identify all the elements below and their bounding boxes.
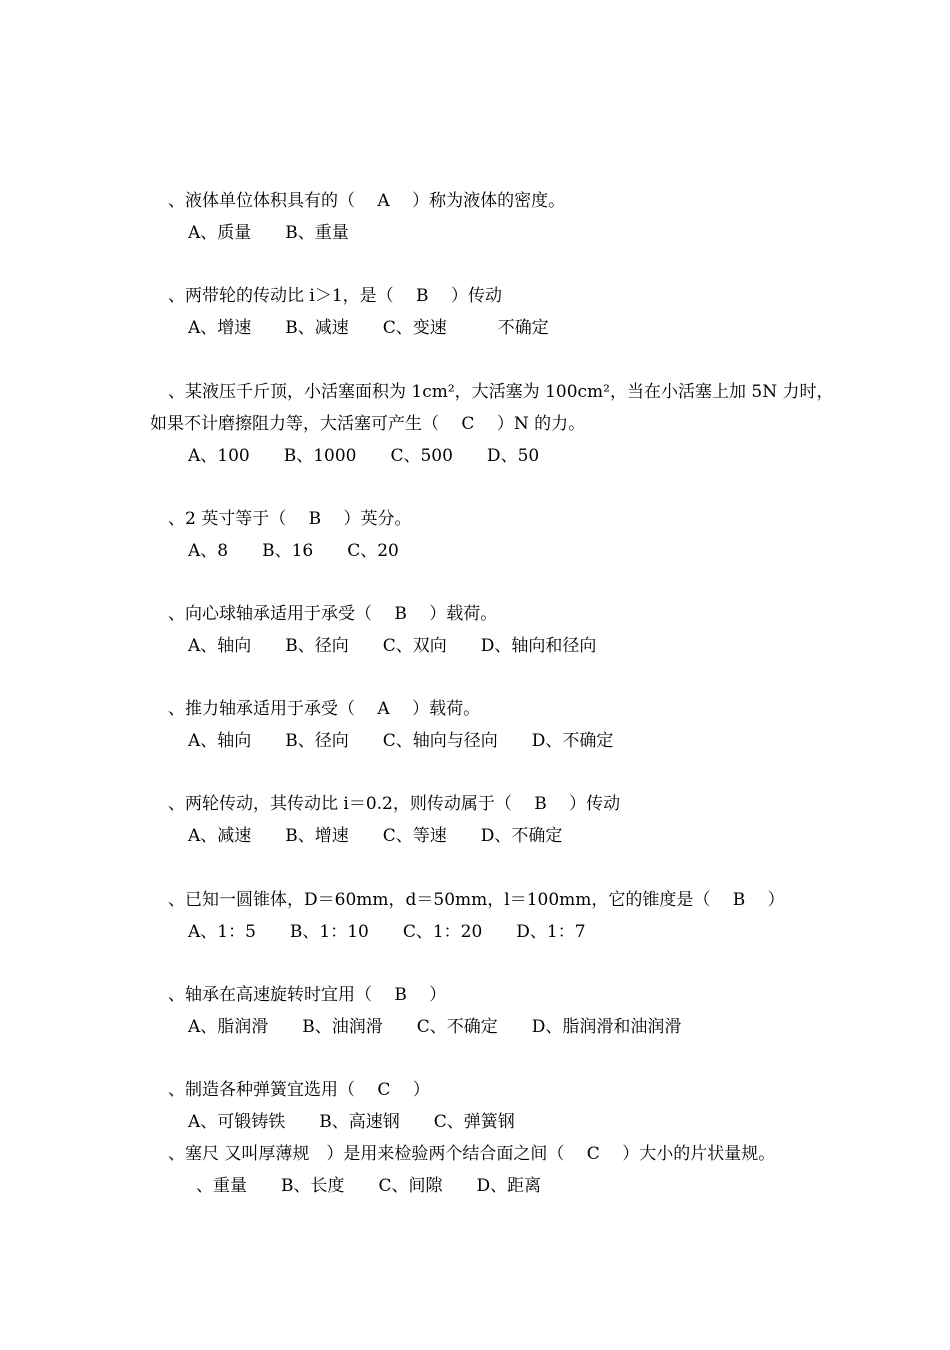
question-7: 、两轮传动，其传动比 i＝0.2，则传动属于（ B ）传动 <box>168 794 621 814</box>
question-1-options: A、质量 B、重量 <box>188 223 349 243</box>
question-5: 、向心球轴承适用于承受（ B ）载荷。 <box>168 604 498 624</box>
question-8: 、已知一圆锥体，D＝60mm，d＝50mm，l＝100mm，它的锥度是（ B ） <box>168 890 785 910</box>
question-6-options: A、轴向 B、径向 C、轴向与径向 D、不确定 <box>188 731 614 751</box>
question-5-options: A、轴向 B、径向 C、双向 D、轴向和径向 <box>188 636 597 656</box>
question-10: 、制造各种弹簧宜选用（ C ） <box>168 1080 430 1100</box>
question-2: 、两带轮的传动比 i＞1，是（ B ）传动 <box>168 286 502 306</box>
question-4: 、2 英寸等于（ B ）英分。 <box>168 509 412 529</box>
question-8-options: A、1：5 B、1：10 C、1：20 D、1：7 <box>188 922 586 942</box>
question-3-line-1: 、某液压千斤顶，小活塞面积为 1cm²，大活塞为 100cm²，当在小活塞上加 5N 力时， <box>168 382 834 402</box>
question-2-options: A、增速 B、减速 C、变速 不确定 <box>188 318 549 338</box>
question-9: 、轴承在高速旋转时宜用（ B ） <box>168 985 447 1005</box>
question-10-options: A、可锻铸铁 B、高速钢 C、弹簧钢 <box>188 1112 515 1132</box>
question-4-options: A、8 B、16 C、20 <box>188 541 399 561</box>
question-1: 、液体单位体积具有的（ A ）称为液体的密度。 <box>168 191 566 211</box>
question-11-options: 、重量 B、长度 C、间隙 D、距离 <box>196 1176 542 1196</box>
question-3-line-2: 如果不计磨擦阻力等，大活塞可产生（ C ）N 的力。 <box>150 414 586 434</box>
question-9-options: A、脂润滑 B、油润滑 C、不确定 D、脂润滑和油润滑 <box>188 1017 682 1037</box>
question-6: 、推力轴承适用于承受（ A ）载荷。 <box>168 699 481 719</box>
question-7-options: A、减速 B、增速 C、等速 D、不确定 <box>188 826 563 846</box>
question-3-options: A、100 B、1000 C、500 D、50 <box>188 446 540 466</box>
question-11: 、塞尺 又叫厚薄规 ）是用来检验两个结合面之间（ C ）大小的片状量规。 <box>168 1144 776 1164</box>
